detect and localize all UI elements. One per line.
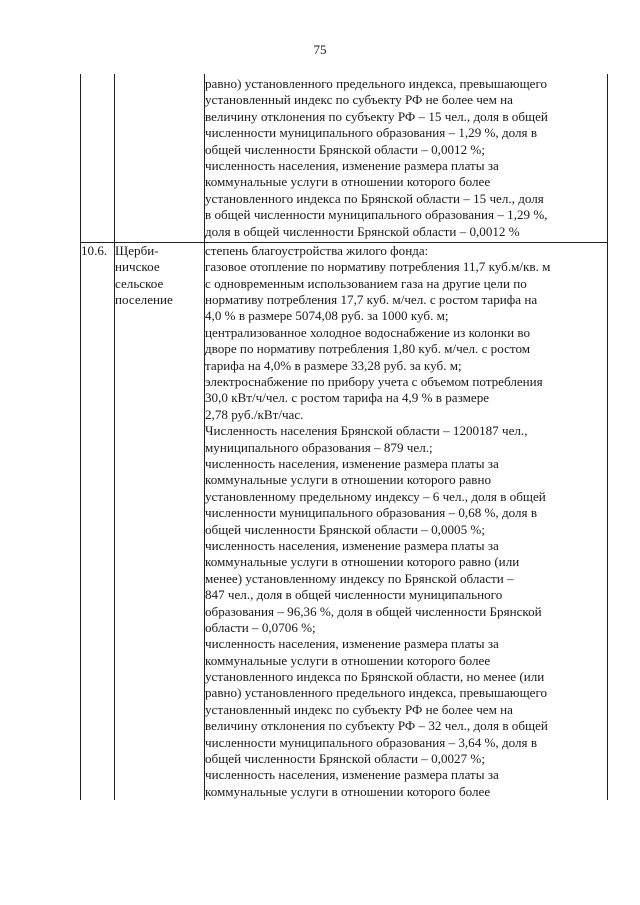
row-number-cell <box>81 74 115 242</box>
text-line: установленный индекс по субъекту РФ не более чем на <box>205 92 513 108</box>
text-line: равно) установленного предельного индекса, превышающего <box>205 685 548 701</box>
text-line: 847 чел., доля в общей численности муниципального <box>205 587 503 603</box>
text-line: образования – 96,36 %, доля в общей численности Брянской <box>205 603 542 619</box>
settlement-name-cell <box>115 242 205 800</box>
text-line: области – 0,0706 %; <box>205 619 316 635</box>
text-line: коммунальные услуги в отношении которого равно (или <box>205 554 520 570</box>
text-line: установленный индекс по субъекту РФ не более чем на <box>205 701 513 717</box>
document-table <box>80 74 608 800</box>
text-line: величину отклонения по субъекту РФ – 15 чел., доля в общей <box>205 108 548 124</box>
row-number-cell <box>81 242 115 800</box>
text-line: тарифа на 4,0% в размере 33,28 руб. за куб. м; <box>205 357 462 373</box>
text-line: численность населения, изменение размера платы за <box>205 537 499 553</box>
settlement-name-line: сельское <box>115 275 164 291</box>
settlement-name-line: ничское <box>115 259 160 275</box>
page-number: 75 <box>313 42 327 57</box>
text-line: степень благоустройства жилого фонда: <box>205 242 429 258</box>
text-line: в общей численности муниципального образования – 1,29 %, <box>205 207 548 223</box>
text-line: установленного индекса по Брянской области, но менее (или <box>205 669 545 685</box>
settlement-name-line: поселение <box>115 292 173 308</box>
row-number: 10.6. <box>81 242 108 258</box>
text-line: 30,0 кВт/ч/чел. с ростом тарифа на 4,9 % в размере <box>205 390 490 406</box>
text-line: равно) установленного предельного индекса, превышающего <box>205 76 548 91</box>
table-row-10-6 <box>81 242 608 800</box>
text-line: установленного индекса по Брянской области – 15 чел., доля <box>205 190 544 206</box>
text-line: общей численности Брянской области – 0,0027 %; <box>205 751 485 767</box>
text-line: численности муниципального образования – 1,29 %, доля в <box>205 125 538 141</box>
description-cell <box>205 74 608 242</box>
text-line: величину отклонения по субъекту РФ – 32 чел., доля в общей <box>205 718 548 734</box>
text-line: общей численности Брянской области – 0,0005 %; <box>205 521 485 537</box>
text-line: численности муниципального образования – 0,68 %, доля в <box>205 505 538 521</box>
settlement-name-cell <box>115 74 205 242</box>
text-line: численность населения, изменение размера платы за <box>205 455 499 471</box>
text-line: муниципального образования – 879 чел.; <box>205 439 433 455</box>
text-line: численность населения, изменение размера платы за <box>205 636 499 652</box>
text-line: 4,0 % в размере 5074,08 руб. за 1000 куб. м; <box>205 308 449 324</box>
text-line: доля в общей численности Брянской области – 0,0012 % <box>205 223 520 239</box>
text-line: численность населения, изменение размера платы за <box>205 157 499 173</box>
text-line: централизованное холодное водоснабжение из колонки во <box>205 324 531 340</box>
text-line: численности муниципального образования – 3,64 %, доля в <box>205 734 538 750</box>
text-line: с одновременным использованием газа на другие цели по <box>205 275 527 291</box>
settlement-name-line: Щерби- <box>115 242 159 258</box>
text-line: 2,78 руб./кВт/час. <box>205 406 304 422</box>
text-line: коммунальные услуги в отношении которого более <box>205 652 491 668</box>
text-line: нормативу потребления 17,7 куб. м/чел. с ростом тарифа на <box>205 292 538 308</box>
text-line: электроснабжение по прибору учета с объемом потребления <box>205 374 543 390</box>
text-line: коммунальные услуги в отношении которого равно <box>205 472 492 488</box>
text-line: коммунальные услуги в отношении которого более <box>205 783 491 799</box>
text-line: Численность населения Брянской области – 1200187 чел., <box>205 423 528 439</box>
text-line: коммунальные услуги в отношении которого более <box>205 174 491 190</box>
table-row-continuation <box>81 74 608 242</box>
text-line: установленному предельному индексу – 6 чел., доля в общей <box>205 488 546 504</box>
text-line: газовое отопление по нормативу потребления 11,7 куб.м/кв. м <box>205 259 551 275</box>
text-line: менее) установленному индексу по Брянской области – <box>205 570 514 586</box>
text-line: численность населения, изменение размера платы за <box>205 767 499 783</box>
description-cell <box>205 242 608 800</box>
text-line: дворе по нормативу потребления 1,80 куб. м/чел. с ростом <box>205 341 531 357</box>
text-line: общей численности Брянской области – 0,0012 %; <box>205 141 485 157</box>
